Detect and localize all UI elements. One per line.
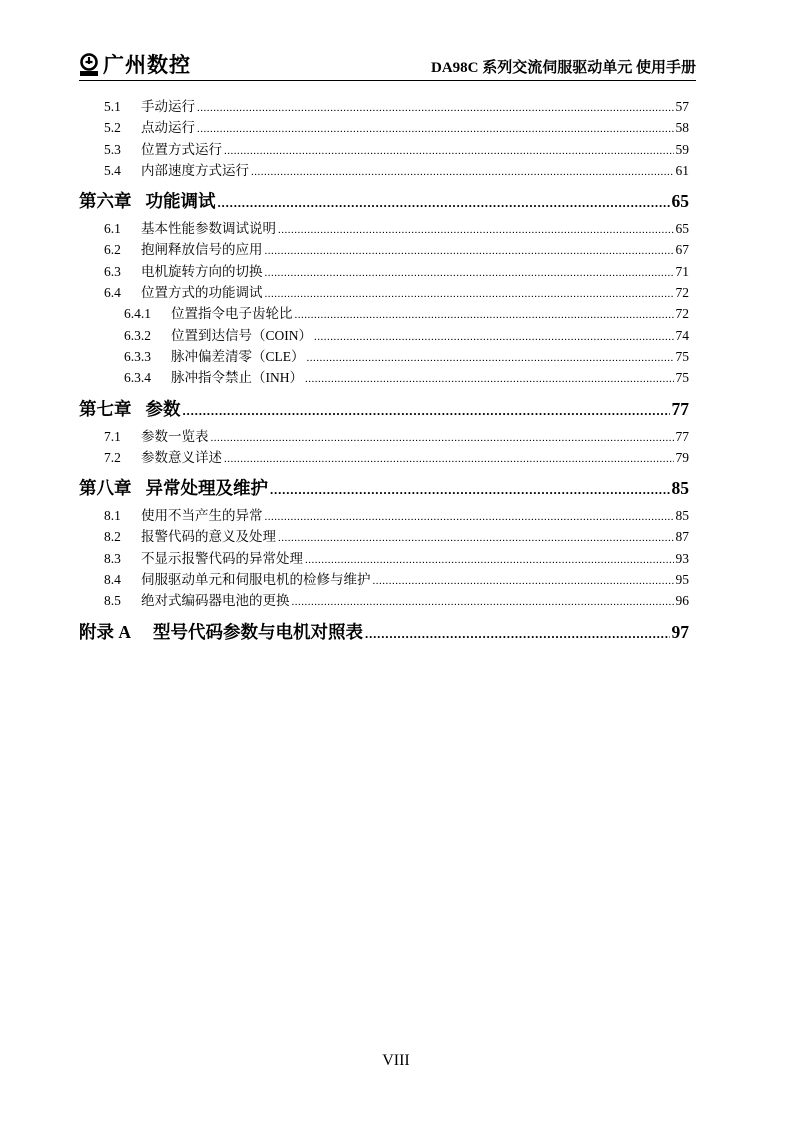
toc-entry-title: 功能调试 <box>145 191 216 212</box>
toc-section-entry[interactable] <box>79 426 689 447</box>
toc-section-entry[interactable] <box>79 526 689 547</box>
toc-section-entry[interactable] <box>79 303 689 324</box>
table-of-contents <box>79 96 689 649</box>
toc-entry-title: 位置指令电子齿轮比 <box>171 306 293 322</box>
toc-entry-page: 87 <box>675 529 689 545</box>
toc-entry-title: 脉冲偏差清零（CLE） <box>171 348 305 364</box>
toc-entry-number: 8.1 <box>104 508 121 524</box>
toc-entry-number: 5.4 <box>104 162 121 178</box>
toc-dot-leader <box>183 397 670 423</box>
toc-entry-title: 点动运行 <box>141 120 195 136</box>
toc-entry-page: 65 <box>671 191 689 212</box>
toc-entry-number: 6.2 <box>104 242 121 258</box>
toc-entry-number: 6.3.4 <box>124 370 151 386</box>
toc-section-entry[interactable] <box>79 160 689 181</box>
toc-entry-title: 报警代码的意义及处理 <box>141 529 276 545</box>
gsk-logo <box>79 52 191 78</box>
toc-entry-number: 附录 A <box>79 621 132 642</box>
toc-entry-title: 脉冲指令禁止（INH） <box>171 370 303 386</box>
gsk-logo-icon <box>79 53 99 77</box>
toc-entry-number: 5.1 <box>104 99 121 114</box>
toc-section-entry[interactable] <box>79 367 689 388</box>
toc-entry-number: 7.1 <box>104 428 121 444</box>
toc-dot-leader <box>292 590 674 613</box>
toc-entry-title: 参数意义详述 <box>141 449 222 465</box>
toc-entry-page: 72 <box>675 285 689 301</box>
toc-entry-title: 不显示报警代码的异常处理 <box>141 550 303 566</box>
toc-chapter-entry[interactable] <box>79 476 689 500</box>
toc-entry-page: 85 <box>671 478 689 499</box>
toc-entry-page: 75 <box>675 370 689 386</box>
toc-dot-leader <box>224 447 674 470</box>
toc-entry-page: 75 <box>675 348 689 364</box>
toc-dot-leader <box>224 139 674 162</box>
toc-chapter-entry[interactable] <box>79 620 689 644</box>
toc-entry-page: 96 <box>675 593 689 609</box>
toc-dot-leader <box>278 218 674 241</box>
toc-dot-leader <box>211 426 674 449</box>
toc-entry-title: 位置到达信号（COIN） <box>171 327 312 343</box>
toc-entry-title: 伺服驱动单元和伺服电机的检修与维护 <box>141 572 371 588</box>
toc-section-entry[interactable] <box>79 96 689 117</box>
toc-dot-leader <box>314 325 674 348</box>
toc-dot-leader <box>265 505 674 528</box>
toc-entry-title: 参数 <box>145 398 181 419</box>
toc-entry-page: 58 <box>675 120 689 136</box>
toc-entry-number: 5.2 <box>104 120 121 136</box>
toc-entry-title: 抱闸释放信号的应用 <box>141 242 263 258</box>
toc-entry-title: 异常处理及维护 <box>145 478 268 499</box>
toc-entry-page: 85 <box>675 508 689 524</box>
toc-entry-number: 8.2 <box>104 529 121 545</box>
toc-entry-page: 77 <box>671 398 689 419</box>
toc-entry-page: 95 <box>675 572 689 588</box>
toc-section-entry[interactable] <box>79 139 689 160</box>
toc-entry-page: 67 <box>675 242 689 258</box>
toc-dot-leader <box>305 548 674 571</box>
toc-entry-page: 74 <box>675 327 689 343</box>
toc-entry-title: 型号代码参数与电机对照表 <box>153 621 364 642</box>
toc-dot-leader <box>270 476 670 502</box>
page-header <box>79 50 696 81</box>
toc-section-entry[interactable] <box>79 325 689 346</box>
toc-entry-number: 7.2 <box>104 449 121 465</box>
toc-dot-leader <box>265 261 674 284</box>
toc-entry-title: 电机旋转方向的切换 <box>141 263 263 279</box>
toc-section-entry[interactable] <box>79 282 689 303</box>
toc-section-entry[interactable] <box>79 569 689 590</box>
toc-entry-number: 第八章 <box>79 478 132 499</box>
toc-entry-number: 第七章 <box>79 398 132 419</box>
toc-entry-title: 参数一览表 <box>141 428 209 444</box>
toc-entry-title: 绝对式编码器电池的更换 <box>141 593 290 609</box>
toc-dot-leader <box>307 346 674 369</box>
toc-entry-number: 8.3 <box>104 550 121 566</box>
toc-entry-number: 8.5 <box>104 593 121 609</box>
toc-chapter-entry[interactable] <box>79 397 689 421</box>
toc-section-entry[interactable] <box>79 218 689 239</box>
toc-dot-leader <box>365 620 669 646</box>
toc-dot-leader <box>218 189 670 215</box>
toc-entry-number: 第六章 <box>79 191 132 212</box>
toc-entry-title: 基本性能参数调试说明 <box>141 221 276 237</box>
toc-entry-page: 59 <box>675 141 689 157</box>
toc-section-entry[interactable] <box>79 261 689 282</box>
toc-dot-leader <box>197 117 674 140</box>
toc-entry-number: 6.3.3 <box>124 348 151 364</box>
toc-entry-title: 位置方式的功能调试 <box>141 285 263 301</box>
toc-entry-page: 97 <box>671 621 689 642</box>
toc-dot-leader <box>265 282 674 305</box>
page-number: VIII <box>382 1052 410 1069</box>
logo-text: 广州数控 <box>103 53 191 77</box>
toc-entry-page: 61 <box>675 162 689 178</box>
toc-dot-leader <box>278 526 674 549</box>
toc-dot-leader <box>197 96 674 119</box>
toc-section-entry[interactable] <box>79 346 689 367</box>
toc-entry-number: 6.3 <box>104 263 121 279</box>
toc-section-entry[interactable] <box>79 590 689 611</box>
toc-entry-page: 57 <box>675 99 689 114</box>
toc-entry-number: 6.1 <box>104 221 121 237</box>
toc-entry-page: 72 <box>675 306 689 322</box>
toc-entry-page: 71 <box>675 263 689 279</box>
toc-dot-leader <box>251 160 674 183</box>
toc-entry-number: 8.4 <box>104 572 121 588</box>
toc-entry-page: 65 <box>675 221 689 237</box>
toc-dot-leader <box>265 239 674 262</box>
toc-entry-title: 位置方式运行 <box>141 141 222 157</box>
toc-section-entry[interactable] <box>79 239 689 260</box>
toc-entry-title: 内部速度方式运行 <box>141 162 249 178</box>
toc-entry-page: 79 <box>675 449 689 465</box>
toc-entry-number: 5.3 <box>104 141 121 157</box>
document-title: DA98C 系列交流伺服驱动单元 使用手册 <box>431 60 696 76</box>
toc-entry-page: 93 <box>675 550 689 566</box>
toc-entry-title: 手动运行 <box>141 99 195 114</box>
toc-section-entry[interactable] <box>79 447 689 468</box>
toc-section-entry[interactable] <box>79 117 689 138</box>
toc-entry-number: 6.4 <box>104 285 121 301</box>
toc-entry-number: 6.3.2 <box>124 327 151 343</box>
toc-entry-title: 使用不当产生的异常 <box>141 508 263 524</box>
toc-section-entry[interactable] <box>79 505 689 526</box>
toc-dot-leader <box>295 303 674 326</box>
toc-dot-leader <box>373 569 674 592</box>
toc-entry-page: 77 <box>675 428 689 444</box>
toc-dot-leader <box>305 367 674 390</box>
toc-section-entry[interactable] <box>79 548 689 569</box>
toc-chapter-entry[interactable] <box>79 189 689 213</box>
toc-entry-number: 6.4.1 <box>124 306 151 322</box>
